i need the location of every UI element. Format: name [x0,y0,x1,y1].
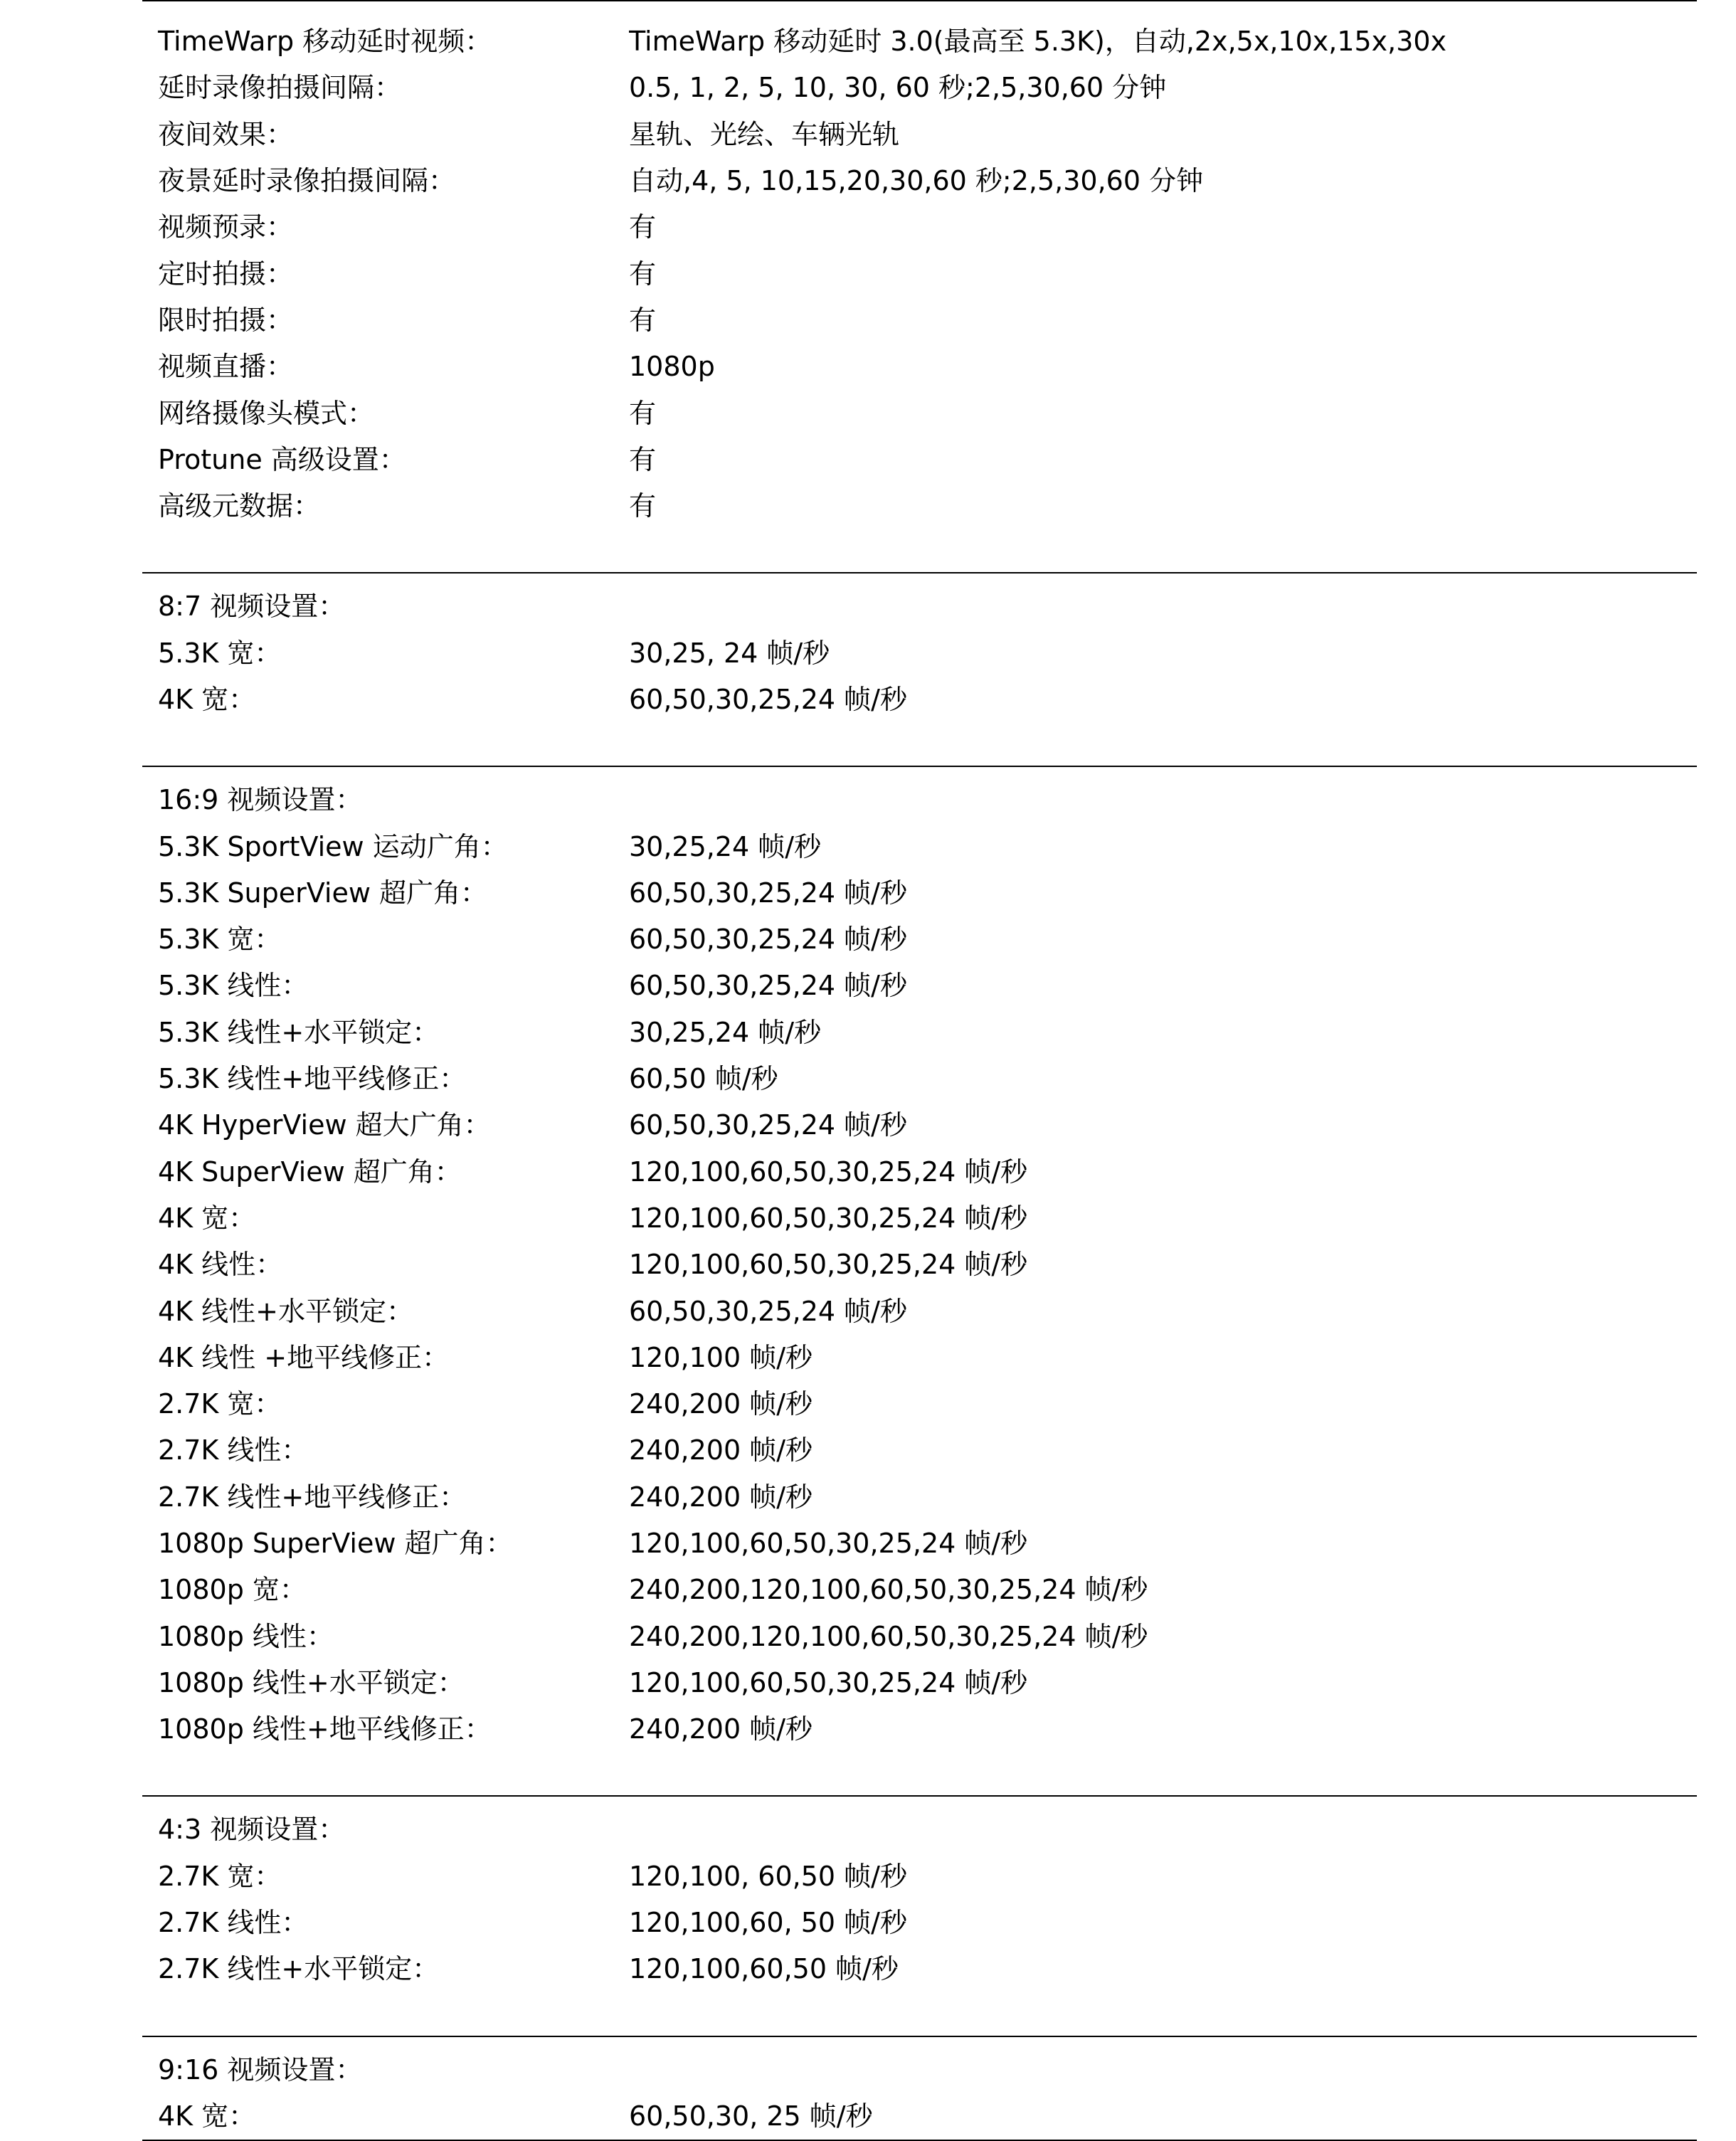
spec-value: 60,50,30,25,24 帧/秒 [629,877,907,909]
spec-value: 有 [629,490,657,522]
spec-label: 4K 宽： [158,684,256,715]
spec-value: 240,200 帧/秒 [629,1434,813,1466]
spec-label: 5.3K 线性+地平线修正： [158,1063,467,1095]
spec-row [142,1195,1697,1242]
spec-label: 网络摄像头模式： [158,397,375,429]
spec-label: 2.7K 线性： [158,1907,309,1939]
spec-value: 有 [629,258,657,290]
spec-row [142,870,1697,916]
spec-value: 120,100,60,50,30,25,24 帧/秒 [629,1666,1028,1698]
spec-value: 120,100,60, 50 帧/秒 [629,1907,907,1939]
spec-value: 30,25,24 帧/秒 [629,1016,822,1048]
spec-row [142,204,1697,250]
section-spacer [142,529,1697,572]
spec-value: 60,50 帧/秒 [629,1063,778,1095]
spec-row [142,1946,1697,1992]
spec-row [142,1288,1697,1334]
spec-value: 30,25, 24 帧/秒 [629,637,830,669]
spec-row [142,1474,1697,1521]
spec-label: Protune 高级设置： [158,443,406,475]
section-spacer [142,723,1697,766]
spec-label: 1080p SuperView 超广角： [158,1528,513,1560]
spec-value: 有 [629,304,657,336]
spec-value: 120,100,60,50,30,25,24 帧/秒 [629,1156,1028,1188]
spec-row [142,1056,1697,1102]
spec-label: 1080p 宽： [158,1574,307,1606]
spec-sheet [142,0,1697,2141]
spec-row [142,1521,1697,1567]
spec-label: 夜景延时录像拍摄间隔： [158,165,456,197]
spec-value: 有 [629,443,657,475]
spec-value: 60,50,30,25,24 帧/秒 [629,924,907,956]
spec-label: 2.7K 线性+地平线修正： [158,1481,467,1513]
spec-value: 240,200 帧/秒 [629,1481,813,1513]
section-header: 16:9 视频设置： [158,784,363,816]
spec-row [142,1149,1697,1195]
spec-label: 高级元数据： [158,490,321,522]
spec-label: 1080p 线性： [158,1620,334,1652]
spec-row [142,1567,1697,1613]
spec-row [142,823,1697,869]
spec-value: 240,200 帧/秒 [629,1713,813,1745]
spec-row [142,2093,1697,2140]
spec-row [142,1614,1697,1660]
section-spacer [142,1753,1697,1795]
spec-row [142,18,1697,65]
spec-value: 30,25,24 帧/秒 [629,830,822,862]
spec-value: 60,50,30,25,24 帧/秒 [629,970,907,1002]
spec-label: 2.7K 线性： [158,1434,309,1466]
spec-label: 视频预录： [158,211,294,243]
spec-row [142,1242,1697,1288]
spec-value: TimeWarp 移动延时 3.0(最高至 5.3K)，自动,2x,5x,10x,15x,30x [629,26,1447,58]
spec-label: 限时拍摄： [158,304,294,336]
spec-label: 4K 宽： [158,1202,256,1234]
spec-label: 2.7K 宽： [158,1388,282,1420]
spec-label: 1080p 线性+水平锁定： [158,1666,465,1698]
spec-row [142,1900,1697,1946]
spec-label: 4K SuperView 超广角： [158,1156,462,1188]
section-16-9-video [142,766,1697,1795]
section-9-16-video [142,2036,1697,2141]
section-general [142,0,1697,572]
spec-row [142,65,1697,111]
spec-value: 60,50,30, 25 帧/秒 [629,2100,873,2132]
spec-value: 240,200 帧/秒 [629,1388,813,1420]
spec-label: 5.3K 线性+水平锁定： [158,1016,440,1048]
section-header: 9:16 视频设置： [158,2053,363,2086]
spec-row [142,1427,1697,1474]
spec-row [142,963,1697,1009]
spec-label: 延时录像拍摄间隔： [158,72,402,104]
spec-row [142,437,1697,483]
spec-value: 自动,4, 5, 10,15,20,30,60 秒;2,5,30,60 分钟 [629,165,1204,197]
section-8-7-video [142,572,1697,766]
spec-label: 定时拍摄： [158,258,294,290]
spec-row [142,1660,1697,1706]
spec-label: 4K 线性+水平锁定： [158,1295,414,1327]
spec-value: 有 [629,211,657,243]
spec-row [142,344,1697,390]
section-spacer [142,1993,1697,2036]
spec-row [142,1102,1697,1148]
spec-row [142,1854,1697,1900]
spec-row [142,1706,1697,1753]
section-4-3-video [142,1795,1697,2035]
spec-row [142,1381,1697,1427]
spec-value: 120,100,60,50,30,25,24 帧/秒 [629,1528,1028,1560]
spec-label: 5.3K SportView 运动广角： [158,830,508,862]
spec-label: 4K 宽： [158,2100,256,2132]
spec-label: TimeWarp 移动延时视频： [158,26,492,58]
section-header: 4:3 视频设置： [158,1814,346,1846]
spec-row [142,297,1697,344]
spec-value: 星轨、光绘、车辆光轨 [629,118,900,150]
spec-label: 1080p 线性+地平线修正： [158,1713,492,1745]
spec-label: 视频直播： [158,351,294,383]
spec-value: 120,100,60,50 帧/秒 [629,1953,899,1985]
spec-row [142,677,1697,723]
spec-label: 2.7K 线性+水平锁定： [158,1953,440,1985]
spec-label: 4K HyperView 超大广角： [158,1109,491,1141]
section-header: 8:7 视频设置： [158,591,346,623]
spec-row [142,390,1697,436]
spec-value: 60,50,30,25,24 帧/秒 [629,684,907,715]
spec-label: 4K 线性： [158,1249,283,1281]
spec-label: 2.7K 宽： [158,1860,282,1892]
spec-label: 5.3K 宽： [158,637,282,669]
spec-row [142,1335,1697,1381]
spec-label: 5.3K 线性： [158,970,309,1002]
spec-label: 5.3K SuperView 超广角： [158,877,488,909]
spec-value: 120,100,60,50,30,25,24 帧/秒 [629,1249,1028,1281]
spec-value: 120,100 帧/秒 [629,1341,813,1373]
spec-label: 5.3K 宽： [158,924,282,956]
spec-value: 240,200,120,100,60,50,30,25,24 帧/秒 [629,1620,1148,1652]
spec-value: 有 [629,397,657,429]
spec-row [142,630,1697,677]
spec-value: 0.5, 1, 2, 5, 10, 30, 60 秒;2,5,30,60 分钟 [629,72,1167,104]
spec-row [142,916,1697,963]
spec-value: 120,100, 60,50 帧/秒 [629,1860,907,1892]
spec-row [142,158,1697,204]
spec-value: 1080p [629,351,715,383]
spec-value: 60,50,30,25,24 帧/秒 [629,1295,907,1327]
spec-value: 120,100,60,50,30,25,24 帧/秒 [629,1202,1028,1234]
spec-row [142,1010,1697,1056]
spec-row [142,483,1697,529]
spec-value: 60,50,30,25,24 帧/秒 [629,1109,907,1141]
spec-row [142,112,1697,158]
spec-value: 240,200,120,100,60,50,30,25,24 帧/秒 [629,1574,1148,1606]
spec-label: 4K 线性 +地平线修正： [158,1341,450,1373]
spec-label: 夜间效果： [158,118,294,150]
spec-row [142,250,1697,297]
